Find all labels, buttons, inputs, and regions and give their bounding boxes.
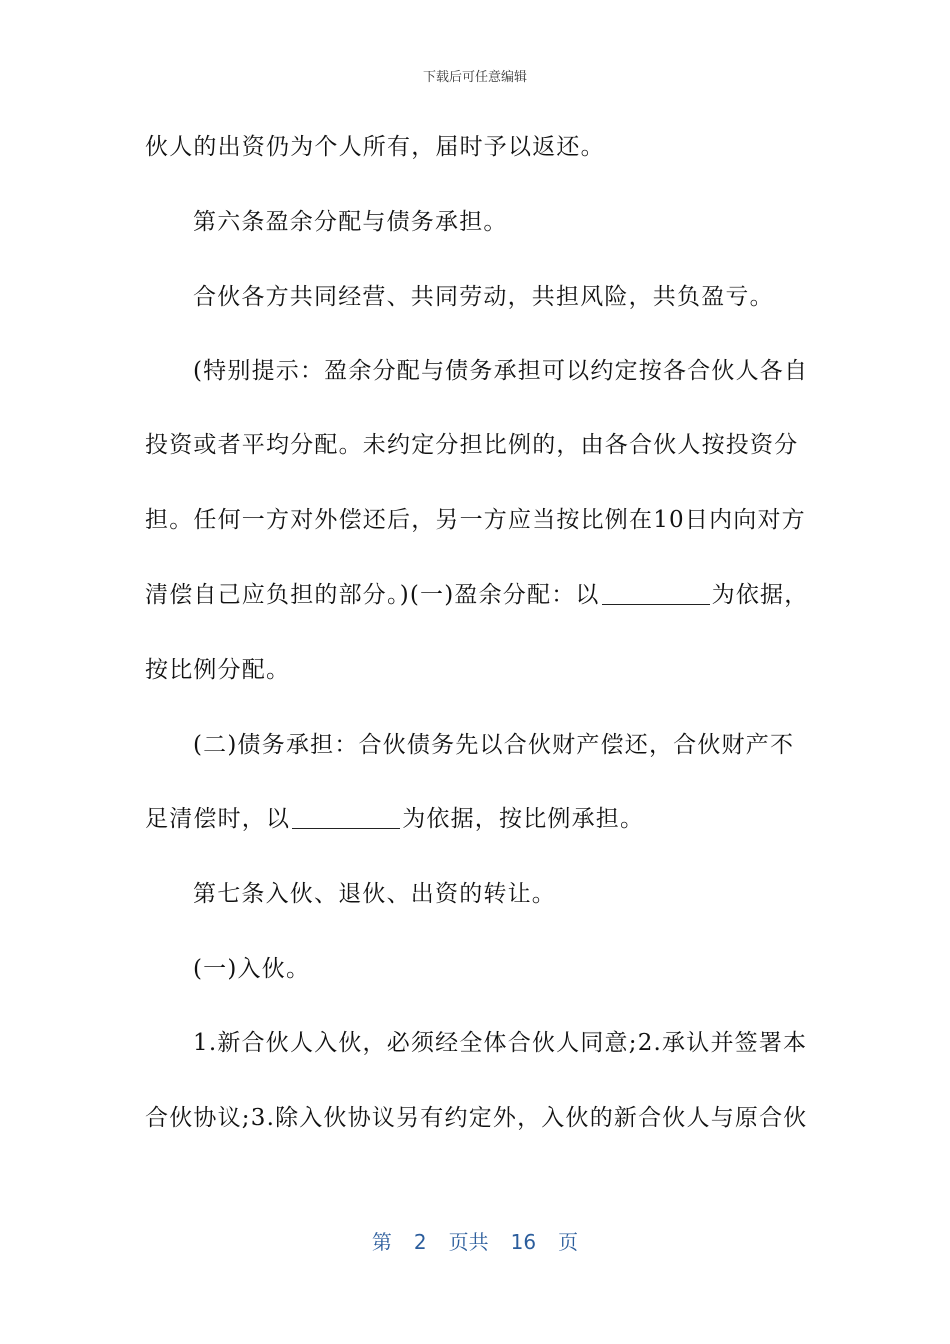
profit-distribution-line (145, 580, 815, 610)
body-line-3: 合伙各方共同经营、共同劳动，共担风险，共负盈亏。 (193, 284, 774, 310)
admission-heading: (一)入伙。 (193, 956, 311, 982)
page-total: 16 (510, 1230, 537, 1254)
debt-basis-blank (292, 806, 400, 829)
debt-bearing-line-2 (145, 804, 815, 834)
article-7-heading: 第七条入伙、退伙、出资的转让。 (193, 881, 556, 907)
page-footer (0, 1226, 950, 1255)
page-current: 2 (413, 1230, 427, 1254)
profit-distribution-text: 清偿自己应负担的部分。)(一)盈余分配：以 (145, 582, 600, 608)
admission-line-2: 合伙协议;3.除入伙协议另有约定外，入伙的新合伙人与原合伙 (145, 1105, 808, 1131)
special-note-line-3: 担。任何一方对外偿还后，另一方应当按比例在10日内向对方 (145, 507, 806, 533)
profit-distribution-text-end: 为依据， (711, 582, 809, 608)
page-middle: 页共 (448, 1230, 489, 1254)
page-suffix: 页 (558, 1230, 579, 1254)
body-line-8: 按比例分配。 (145, 657, 291, 683)
profit-basis-blank (602, 582, 710, 605)
special-note-line-2: 投资或者平均分配。未约定分担比例的，由各合伙人按投资分 (145, 432, 799, 458)
debt-bearing-line-1: (二)债务承担：合伙债务先以合伙财产偿还，合伙财产不 (193, 732, 795, 758)
debt-bearing-text-end: 为依据，按比例承担。 (402, 806, 645, 832)
header-note: 下载后可任意编辑 (422, 70, 527, 85)
admission-line-1: 1.新合伙人入伙，必须经全体合伙人同意;2.承认并签署本 (193, 1030, 808, 1056)
article-6-heading: 第六条盈余分配与债务承担。 (193, 209, 508, 235)
body-line-1: 伙人的出资仍为个人所有，届时予以返还。 (145, 134, 605, 160)
page-prefix: 第 (371, 1230, 392, 1254)
special-note-line-1: (特别提示：盈余分配与债务承担可以约定按各合伙人各自 (193, 358, 809, 384)
debt-bearing-text: 足清偿时，以 (145, 806, 291, 832)
